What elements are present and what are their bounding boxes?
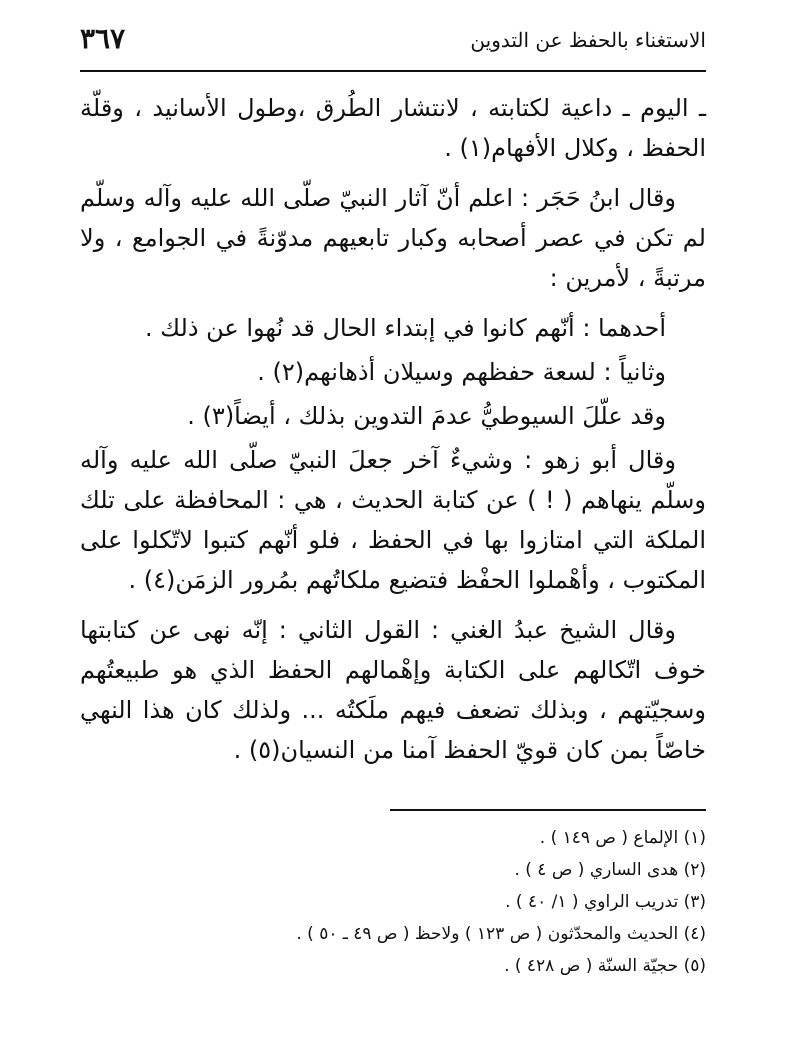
paragraph-abu-zahw: وقال أبو زهو : وشيءٌ آخر جعلَ النبيّ صلّى الله عليه وآله وسلّم ينهاهم ( ! ) عن كتابة الحديث ، هي : المحافظة على تلك الملكة التي امتازوا بها في الحفظ ، فلو أنّهم كتبوا لاتّكلوا على المكتوب ، وأهْملوا الحفْظ فتضيع ملكاتُهم بمُرور الزمَن(٤) . bbox=[80, 446, 706, 594]
footnote-item: (٣) تدريب الراوي ( ١/ ٤٠ ) . bbox=[505, 892, 706, 912]
header-divider bbox=[80, 70, 706, 72]
paragraph-abd-al-ghani: وقال الشيخ عبدُ الغني : القول الثاني : إنّه نهى عن كتابتها خوف اتّكالهم على الكتابة وإهْمالهم الحفظ الذي هو طبيعتُهم وسجيّتهم ، وبذلك تضعف فيهم ملَكتُه ... ولذلك كان هذا النهي خاصّاً بمن كان قويّ الحفظ آمنا من النسيان(٥) . bbox=[80, 616, 706, 764]
paragraph-continuation: ـ اليوم ـ داعية لكتابته ، لانتشار الطُرق ،وطول الأسانيد ، وقلّة الحفظ ، وكلال الأفهام(١) . bbox=[80, 94, 706, 162]
page-header bbox=[80, 22, 706, 62]
footnotes bbox=[80, 822, 706, 982]
paragraph-suyuti: وقد علّلَ السيوطيُّ عدمَ التدوين بذلك ، أيضاً(٣) . bbox=[187, 402, 666, 430]
footnote-item: (٢) هدى الساري ( ص ٤ ) . bbox=[514, 860, 706, 880]
running-title: الاستغناء بالحفظ عن التدوين bbox=[470, 28, 706, 52]
main-text bbox=[80, 88, 706, 780]
paragraph-second-reason: وثانياً : لسعة حفظهم وسيلان أذهانهم(٢) . bbox=[257, 358, 666, 386]
footnote-divider bbox=[390, 809, 706, 811]
footnote-item: (٤) الحديث والمحدّثون ( ص ١٢٣ ) ولاحظ ( ص ٤٩ ـ ٥٠ ) . bbox=[296, 924, 706, 944]
paragraph-first-reason: أحدهما : أنّهم كانوا في إبتداء الحال قد نُهوا عن ذلك . bbox=[145, 314, 666, 342]
page-number: ٣٦٧ bbox=[80, 22, 126, 55]
paragraph-ibn-hajar: وقال ابنُ حَجَر : اعلم أنّ آثار النبيّ صلّى الله عليه وآله وسلّم لم تكن في عصر أصحابه وكبار تابعيهم مدوّنةً في الجوامع ، ولا مرتبةً ، لأمرين : bbox=[80, 184, 706, 292]
footnote-item: (١) الإلماع ( ص ١٤٩ ) . bbox=[539, 828, 706, 848]
footnote-item: (٥) حجيّة السنّة ( ص ٤٢٨ ) . bbox=[504, 956, 706, 976]
